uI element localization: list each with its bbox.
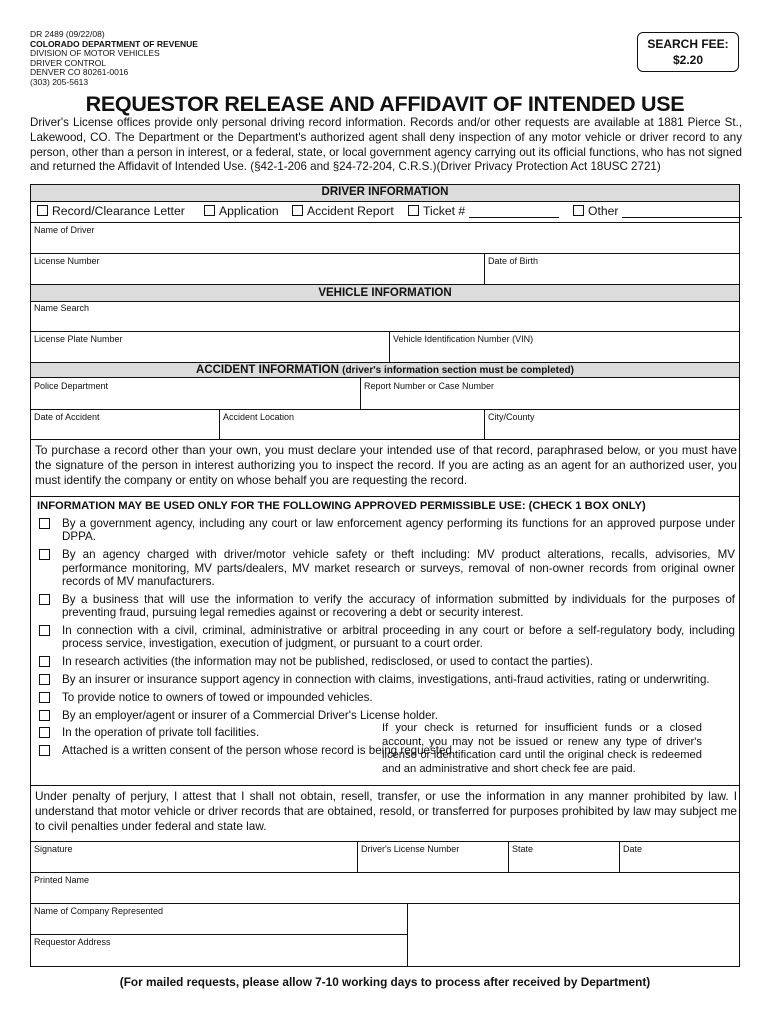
date-label: Date <box>623 844 643 854</box>
license-number-label: License Number <box>34 256 100 266</box>
state-label: State <box>512 844 534 854</box>
department-city: DENVER CO 80261-0016 <box>30 67 129 78</box>
checkbox-icon[interactable] <box>39 656 50 667</box>
department-phone: (303) 205-5613 <box>30 76 89 87</box>
signature-label: Signature <box>34 844 73 854</box>
request-form <box>30 184 740 967</box>
search-fee-box <box>637 32 739 72</box>
permissible-use-item[interactable]: By an agency charged with driver/motor vehicle safety or theft including: MV product alterations, recalls, advisories, MV performance monitoring, MV parts/dealers, MV market research or surveys, removal of non-owner records from original owner records of MV manufacturers. <box>37 548 735 588</box>
driver-name-label: Name of Driver <box>34 225 95 235</box>
requestor-address-label: Requestor Address <box>34 937 111 947</box>
permissible-use-item[interactable]: Attached is a written consent of the person whose record is being requested. <box>37 744 735 757</box>
city-county-label: City/County <box>488 412 535 422</box>
checkbox-icon[interactable] <box>39 594 50 605</box>
record-clearance-option[interactable]: Record/Clearance Letter <box>37 204 185 218</box>
permissible-use-item[interactable]: In research activities (the information may not be published, redisclosed, or used to contact the parties). <box>37 655 735 668</box>
checkbox-icon[interactable] <box>39 518 50 529</box>
checkbox-icon[interactable] <box>37 205 48 216</box>
permissible-use-item[interactable]: By an insurer or insurance support agency in connection with claims, investigations, anti-fraud activities, rating or underwriting. <box>37 673 735 686</box>
accident-info-heading: ACCIDENT INFORMATION (driver's information section must be completed) <box>31 362 739 378</box>
application-option[interactable]: Application <box>204 204 279 218</box>
ticket-option[interactable]: Ticket # <box>408 204 559 218</box>
name-search-label: Name Search <box>34 303 90 313</box>
accident-report-option[interactable]: Accident Report <box>292 204 394 218</box>
checkbox-icon[interactable] <box>204 205 215 216</box>
purchase-notice: To purchase a record other than your own, you must declare your intended use of that record, paraphrased below, or you must have the signature of the person in interest authorizing you to inspect the record. If you are acting as an agent for an authorized user, you must identify the company or entity on whose behalf you are requesting the record. <box>35 443 737 487</box>
division-name: DIVISION OF MOTOR VEHICLES <box>30 48 160 59</box>
date-of-birth-label: Date of Birth <box>488 256 539 266</box>
search-fee-amount: $2.20 <box>672 53 704 67</box>
checkbox-icon[interactable] <box>39 692 50 703</box>
checkbox-icon[interactable] <box>39 674 50 685</box>
permissible-use-heading: INFORMATION MAY BE USED ONLY FOR THE FOLLOWING APPROVED PERMISSIBLE USE: (CHECK 1 BOX ONLY) <box>37 500 646 512</box>
intro-text: Driver's License offices provide only personal driving record information. Records and/or other requests are available at 1881 Pierce St., Lakewood, CO. The Department or the Department's authorized agent shall deny inspection of any motor vehicle or driver record to any person, other than a person in interest, or a federal, state, or local government agency carrying out its official functions, who has not signed and returned the Affidavit of Intended Use. (§42-1-206 and §24-72-204, C.R.S.)(Driver Privacy Protection Act 18USC 2721) <box>30 116 742 174</box>
mailed-requests-footer: (For mailed requests, please allow 7-10 working days to process after received by Department) <box>119 975 651 989</box>
search-fee-label: SEARCH FEE: <box>647 37 729 51</box>
checkbox-icon[interactable] <box>39 625 50 636</box>
checkbox-icon[interactable] <box>39 745 50 756</box>
driver-info-heading: DRIVER INFORMATION <box>31 185 739 202</box>
police-department-label: Police Department <box>34 381 109 391</box>
checkbox-icon[interactable] <box>39 710 50 721</box>
form-title: REQUESTOR RELEASE AND AFFIDAVIT OF INTENDED USE <box>85 92 685 116</box>
permissible-use-item[interactable]: By an employer/agent or insurer of a Commercial Driver's License holder. <box>37 709 735 722</box>
returned-check-notice: If your check is returned for insufficient funds or a closed account, you may not be issued or renew any type of driver's license or identification card until the original check is redeemed and an administrative and short check fee are paid. <box>382 722 702 775</box>
date-of-accident-label: Date of Accident <box>34 412 100 422</box>
permissible-use-item[interactable]: In the operation of private toll facilities. <box>37 726 735 739</box>
other-line[interactable] <box>622 206 742 218</box>
printed-name-label: Printed Name <box>34 875 90 885</box>
company-name-label: Name of Company Represented <box>34 906 164 916</box>
permissible-use-item[interactable]: In connection with a civil, criminal, administrative or arbitral proceeding in any court or before a self-regulatory body, including process service, investigation, execution of judgment, or pursuant to a court order. <box>37 624 735 651</box>
report-number-label: Report Number or Case Number <box>364 381 495 391</box>
form-id: DR 2489 (09/22/08) <box>30 29 105 39</box>
checkbox-icon[interactable] <box>408 205 419 216</box>
accident-heading-note: (driver's information section must be completed) <box>342 365 574 376</box>
other-option[interactable]: Other <box>573 204 742 218</box>
department-name: COLORADO DEPARTMENT OF REVENUE <box>30 38 198 49</box>
section-name: DRIVER CONTROL <box>30 57 107 68</box>
permissible-use-item[interactable]: By a government agency, including any court or law enforcement agency performing its functions for an approved purpose under DPPA. <box>37 517 735 544</box>
vehicle-info-heading: VEHICLE INFORMATION <box>31 284 739 302</box>
drivers-license-number-label: Driver's License Number <box>361 844 460 854</box>
ticket-number-line[interactable] <box>469 206 559 218</box>
perjury-statement: Under penalty of perjury, I attest that I shall not obtain, resell, transfer, or use the information in any manner prohibited by law. I understand that motor vehicle or driver records that are obtained, resold, or transferred for purposes prohibited by law may subject me to civil penalties under federal and state law. <box>35 789 737 833</box>
checkbox-icon[interactable] <box>573 205 584 216</box>
checkbox-icon[interactable] <box>39 727 50 738</box>
form-header <box>30 30 198 88</box>
permissible-use-item[interactable]: By a business that will use the information to verify the accuracy of information submitted by individuals for the purposes of preventing fraud, pursuing legal remedies against or recovering a debt or security interest. <box>37 593 735 620</box>
accident-location-label: Accident Location <box>223 412 295 422</box>
permissible-use-item[interactable]: To provide notice to owners of towed or impounded vehicles. <box>37 691 735 704</box>
checkbox-icon[interactable] <box>292 205 303 216</box>
license-plate-label: License Plate Number <box>34 334 123 344</box>
checkbox-icon[interactable] <box>39 549 50 560</box>
vin-label: Vehicle Identification Number (VIN) <box>393 334 534 344</box>
